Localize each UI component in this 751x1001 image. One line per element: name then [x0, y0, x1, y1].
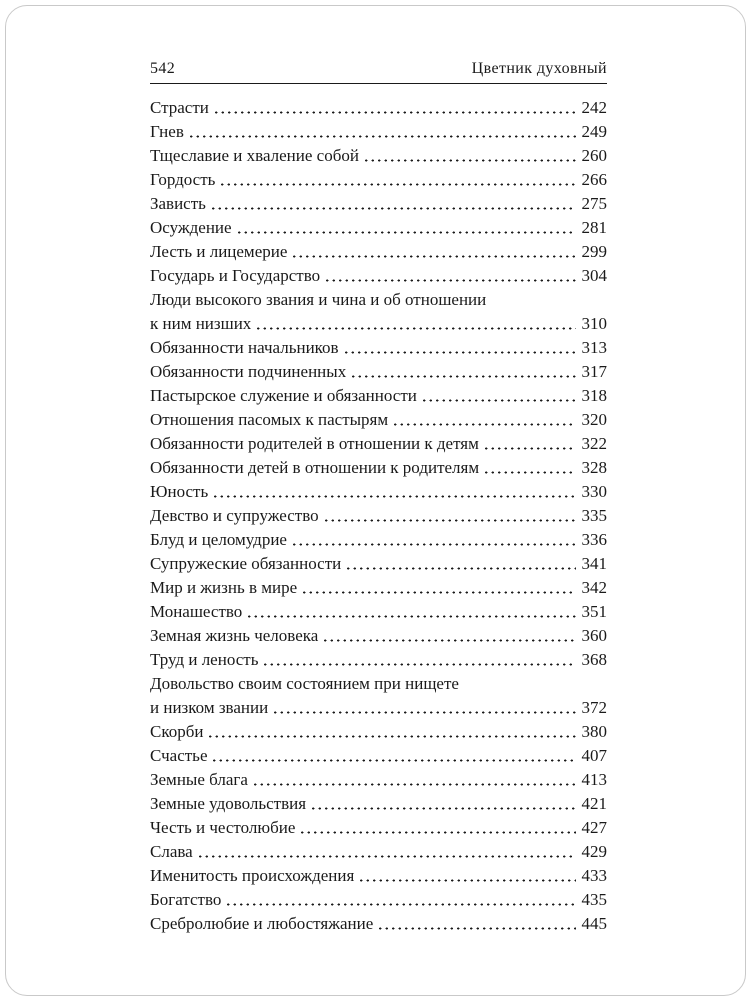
entry-title: Блуд и целомудрие: [150, 530, 287, 549]
entry-title: Люди высокого звания и чина и об отношении: [150, 290, 487, 309]
dot-leader: [299, 831, 575, 834]
entry-page-number: 242: [581, 98, 607, 117]
toc-entry: [150, 912, 607, 936]
entry-title: Обязанности начальников: [150, 338, 339, 357]
entry-title: Богатство: [150, 890, 222, 909]
entry-page-number: 435: [581, 890, 607, 909]
toc-entry: [150, 720, 607, 744]
entry-title: Юность: [150, 482, 209, 501]
entry-page-number: 275: [581, 194, 607, 213]
entry-page-number: 351: [581, 602, 607, 621]
entry-title: Труд и леность: [150, 650, 259, 669]
toc-entry: [150, 360, 607, 384]
entry-page-number: 304: [581, 266, 607, 285]
dot-leader: [225, 903, 575, 906]
toc-entry: [150, 504, 607, 528]
entry-page-number: 299: [581, 242, 607, 261]
toc-entry: [150, 264, 607, 288]
entry-title: Слава: [150, 842, 193, 861]
entry-title-continuation: и низком звании: [150, 698, 269, 717]
toc-entry: [150, 336, 607, 360]
entry-title: Государь и Государство: [150, 266, 321, 285]
entry-page-number: 336: [581, 530, 607, 549]
toc-entry: [150, 528, 607, 552]
toc-entry: [150, 768, 607, 792]
entry-page-number: 413: [581, 770, 607, 789]
entry-title: Пастырское служение и обязанности: [150, 386, 417, 405]
toc-entry: [150, 456, 607, 480]
toc-entry-line2: [150, 696, 607, 720]
toc-list: [150, 96, 607, 936]
dot-leader: [236, 231, 576, 234]
entry-title: Тщеславие и хваление собой: [150, 146, 359, 165]
book-page: [150, 60, 607, 936]
dot-leader: [377, 927, 575, 930]
entry-title: Гнев: [150, 122, 184, 141]
entry-title: Монашество: [150, 602, 243, 621]
entry-title: Земные блага: [150, 770, 248, 789]
entry-page-number: 342: [581, 578, 607, 597]
dot-leader: [343, 351, 576, 354]
entry-page-number: 249: [581, 122, 607, 141]
dot-leader: [211, 759, 575, 762]
dot-leader: [483, 471, 575, 474]
dot-leader: [188, 135, 576, 138]
toc-entry: [150, 480, 607, 504]
header-rule: [150, 83, 607, 84]
entry-page-number: 317: [581, 362, 607, 381]
dot-leader: [291, 255, 575, 258]
dot-leader: [358, 879, 575, 882]
dot-leader: [291, 543, 576, 546]
entry-page-number: 368: [581, 650, 607, 669]
entry-page-number: 421: [581, 794, 607, 813]
entry-title: Осуждение: [150, 218, 232, 237]
dot-leader: [197, 855, 576, 858]
entry-page-number: 330: [581, 482, 607, 501]
dot-leader: [345, 567, 575, 570]
toc-entry: [150, 576, 607, 600]
dot-leader: [262, 663, 575, 666]
entry-title: Довольство своим состоянием при нищете: [150, 674, 459, 693]
toc-entry: [150, 216, 607, 240]
dot-leader: [272, 711, 575, 714]
entry-title: Девство и супружество: [150, 506, 319, 525]
entry-page-number: 372: [581, 698, 607, 717]
entry-page-number: 281: [581, 218, 607, 237]
entry-page-number: 313: [581, 338, 607, 357]
toc-entry: [150, 816, 607, 840]
entry-page-number: 335: [581, 506, 607, 525]
entry-page-number: 427: [581, 818, 607, 837]
entry-page-number: 380: [581, 722, 607, 741]
entry-title: Обязанности подчиненных: [150, 362, 347, 381]
entry-title: Сребролюбие и любостяжание: [150, 914, 374, 933]
toc-entry: [150, 792, 607, 816]
dot-leader: [212, 495, 575, 498]
entry-title: Земные удовольствия: [150, 794, 307, 813]
toc-entry: [150, 552, 607, 576]
folio-page-number: 542: [150, 60, 176, 77]
toc-entry: [150, 240, 607, 264]
toc-entry: [150, 624, 607, 648]
toc-entry: [150, 840, 607, 864]
toc-entry: [150, 192, 607, 216]
dot-leader: [252, 783, 576, 786]
toc-entry: [150, 120, 607, 144]
dot-leader: [310, 807, 575, 810]
entry-title-continuation: к ним низших: [150, 314, 252, 333]
entry-page-number: 433: [581, 866, 607, 885]
entry-title: Мир и жизнь в мире: [150, 578, 298, 597]
entry-title: Скорби: [150, 722, 204, 741]
dot-leader: [246, 615, 575, 618]
running-title: Цветник духовный: [471, 60, 607, 77]
dot-leader: [322, 639, 575, 642]
entry-title: Честь и честолюбие: [150, 818, 296, 837]
entry-title: Счастье: [150, 746, 208, 765]
dot-leader: [421, 399, 576, 402]
entry-page-number: 310: [581, 314, 607, 333]
entry-page-number: 445: [581, 914, 607, 933]
entry-page-number: 318: [581, 386, 607, 405]
dot-leader: [324, 279, 575, 282]
toc-entry-line1: [150, 288, 607, 312]
toc-entry: [150, 648, 607, 672]
entry-title: Земная жизнь человека: [150, 626, 319, 645]
dot-leader: [301, 591, 575, 594]
entry-title: Супружеские обязанности: [150, 554, 342, 573]
entry-page-number: 260: [581, 146, 607, 165]
toc-entry: [150, 144, 607, 168]
entry-page-number: 429: [581, 842, 607, 861]
entry-title: Отношения пасомых к пастырям: [150, 410, 389, 429]
dot-leader: [207, 735, 575, 738]
entry-page-number: 266: [581, 170, 607, 189]
dot-leader: [392, 423, 575, 426]
dot-leader: [219, 183, 575, 186]
toc-entry: [150, 888, 607, 912]
toc-entry: [150, 864, 607, 888]
toc-entry: [150, 96, 607, 120]
entry-page-number: 360: [581, 626, 607, 645]
toc-entry: [150, 408, 607, 432]
entry-title: Обязанности детей в отношении к родителям: [150, 458, 480, 477]
entry-title: Лесть и лицемерие: [150, 242, 288, 261]
dot-leader: [210, 207, 576, 210]
toc-entry: [150, 432, 607, 456]
entry-page-number: 322: [581, 434, 607, 453]
entry-title: Страсти: [150, 98, 209, 117]
toc-entry: [150, 600, 607, 624]
toc-entry: [150, 384, 607, 408]
toc-entry-line2: [150, 312, 607, 336]
dot-leader: [213, 111, 576, 114]
dot-leader: [350, 375, 575, 378]
entry-title: Гордость: [150, 170, 216, 189]
toc-entry: [150, 744, 607, 768]
entry-title: Зависть: [150, 194, 206, 213]
entry-page-number: 407: [581, 746, 607, 765]
entry-page-number: 341: [581, 554, 607, 573]
page-header: [150, 60, 607, 78]
dot-leader: [483, 447, 576, 450]
dot-leader: [363, 159, 576, 162]
dot-leader: [323, 519, 576, 522]
toc-entry-line1: [150, 672, 607, 696]
toc-entry: [150, 168, 607, 192]
entry-title: Обязанности родителей в отношении к детям: [150, 434, 479, 453]
entry-title: Именитость происхождения: [150, 866, 355, 885]
entry-page-number: 328: [581, 458, 607, 477]
entry-page-number: 320: [581, 410, 607, 429]
dot-leader: [255, 327, 575, 330]
